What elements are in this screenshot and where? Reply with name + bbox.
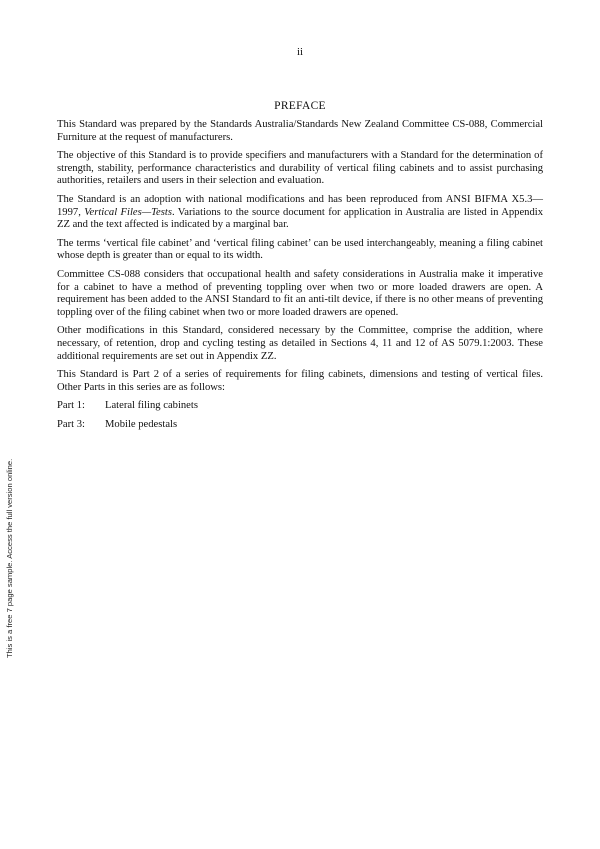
adoption-text-end: . Variations to the source document for application in Australia are listed in Appendix ZZ and the text affected is indicated by a marginal bar. [57, 206, 544, 231]
paragraph-modifications: Other modifications in this Standard, considered necessary by the Committee, comprise the addition, where necessary, of retention, drop and cycling testing as detailed in Sections 4, 11 and 12 of AS 5079.1:2003. These additional requirements are set out in Appendix ZZ. [57, 325, 543, 362]
part-title: Lateral filing cabinets [105, 400, 198, 412]
paragraph-series: This Standard is Part 2 of a series of requirements for filing cabinets, dimensions and testing of vertical files. Other Parts in this series are as follows: [57, 369, 543, 393]
parts-list [57, 400, 543, 431]
part-number: Part 1: [57, 400, 85, 412]
paragraph-objective: The objective of this Standard is to provide specifiers and manufacturers with a Standard for the determination of strength, stability, performance characteristics and durability of vertical filing cabinets and to assist purchasing authorities, retailers and users in their selection and evaluation. [57, 150, 543, 187]
list-item [57, 400, 543, 413]
part-title: Mobile pedestals [105, 418, 178, 430]
part-number: Part 3: [57, 418, 85, 430]
page-number: ii [296, 46, 304, 58]
list-item [57, 419, 543, 432]
paragraph-terms: The terms ‘vertical file cabinet’ and ‘vertical filing cabinet’ can be used interchangeably, meaning a filing cabinet whose depth is greater than or equal to its width. [57, 237, 543, 262]
source-title: Vertical Files—Tests [84, 206, 172, 218]
paragraph-safety: Committee CS-088 considers that occupational health and safety considerations in Australia make it imperative for a cabinet to have a method of preventing toppling over when two or more loaded drawers are open. A requirement has been added to the ANSI Standard to fit an anti-tilt device, if there is no other means of preventing toppling over of the filing cabinet when two or more loaded drawers are opened. [57, 268, 543, 318]
preface-heading: PREFACE [274, 100, 326, 112]
paragraph-committee: This Standard was prepared by the Standards Australia/Standards New Zealand Committee CS-088, Commercial Furniture at the request of manufacturers. [57, 119, 543, 143]
adoption-text-start: The Standard is an adoption with national modifications and has been reproduced from ANSI BIFMA X5.3—1997, [57, 193, 543, 218]
sample-notice: This is a free 7 page sample. Access the full version online. [5, 458, 14, 658]
preface-section [57, 100, 543, 437]
paragraph-adoption [57, 194, 543, 232]
